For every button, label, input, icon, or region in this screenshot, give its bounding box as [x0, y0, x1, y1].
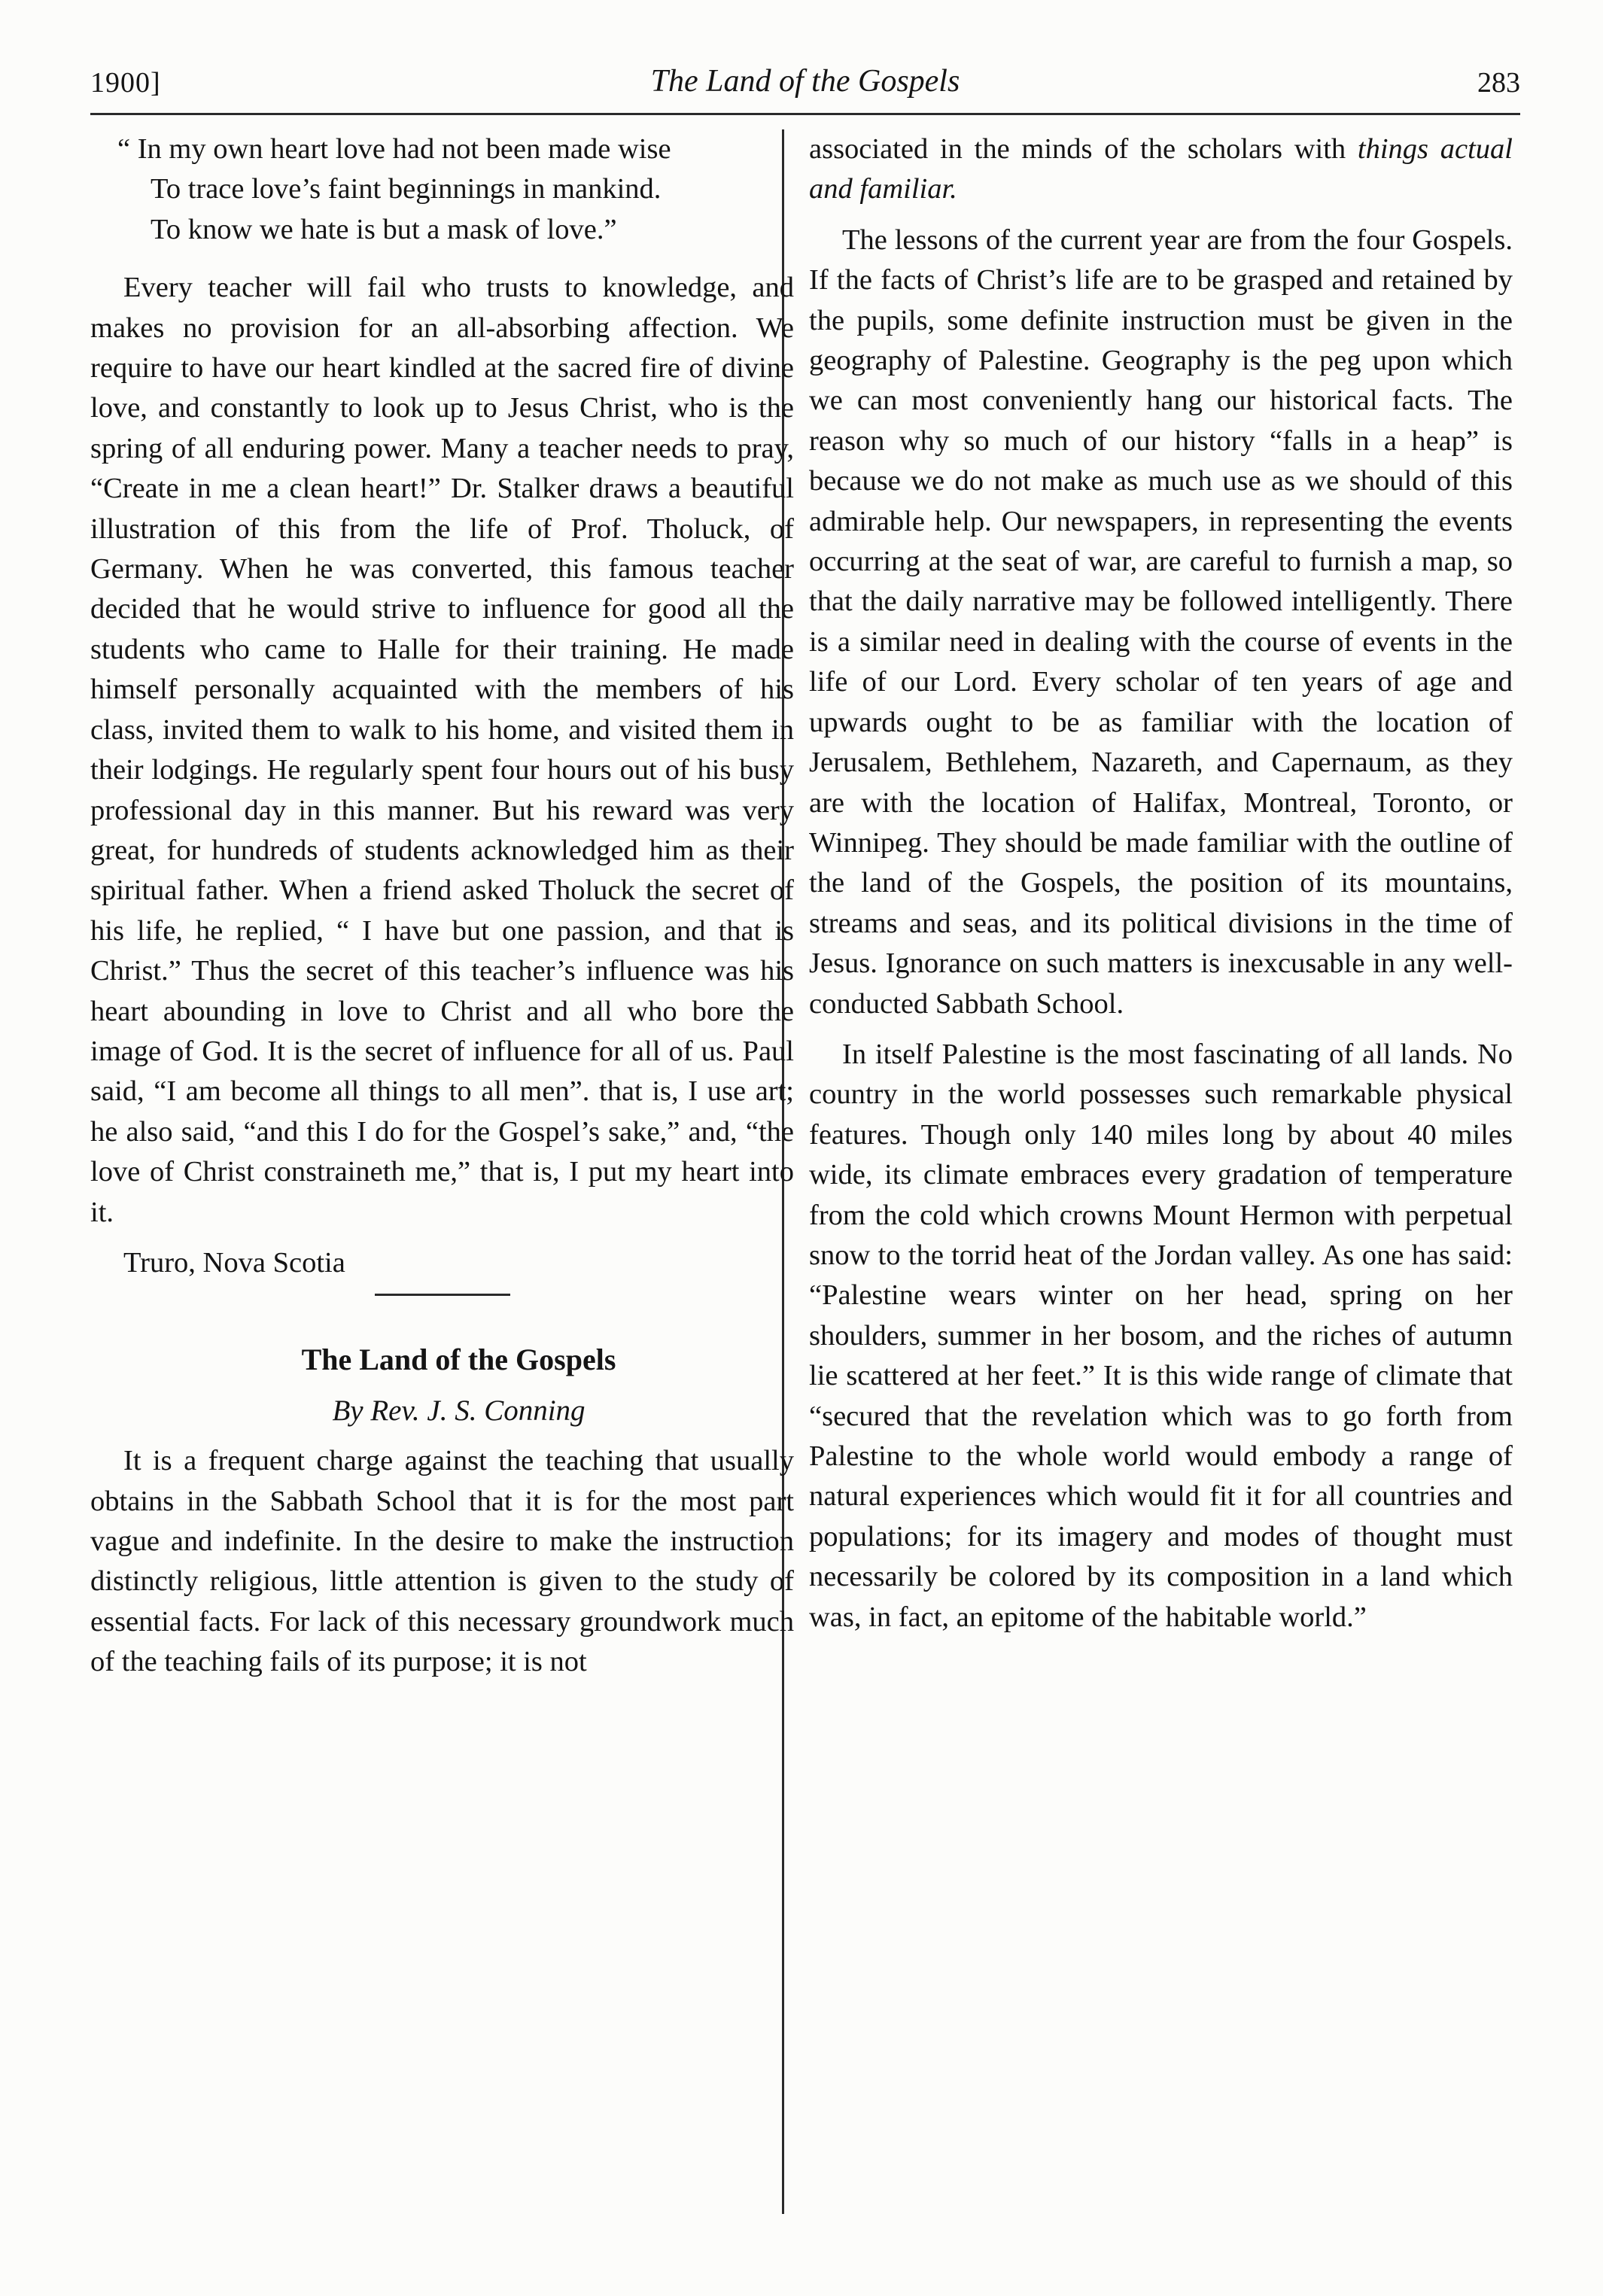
- paragraph-palestine: In itself Palestine is the most fascinating of all lands. No country in the world possesses such remarkable physical features. Though only 140 miles long by about 40 miles wide, its climate embraces every gradation of temperature from the cold which crowns Mount Hermon with perpetual snow to the torrid heat of the Jordan valley. As one has said: “Palestine wears winter on her head, spring on her shoulders, summer in her bosom, and the riches of autumn lie scattered at her feet.” It is this wide range of climate that “secured that the revelation which was to go forth from Palestine to the whole world would embody a range of natural experiences which would fit it for all countries and populations; for its imagery and modes of thought must necessarily be colored by its composition in a land which was, in fact, an epitome of the habitable world.”: [809, 1038, 1513, 1633]
- right-column: [809, 129, 1513, 1648]
- continuation-italic: things actual and familiar.: [809, 133, 1513, 205]
- section-divider: [375, 1294, 510, 1296]
- article-byline: By Rev. J. S. Conning: [332, 1394, 586, 1427]
- poem-line: To know we hate is but a mask of love.”: [151, 213, 617, 245]
- paragraph-intro: It is a frequent charge against the teaching that usually obtains in the Sabbath School that it is for the most part vague and indefinite. In the desire to make the instruction distinctly religious, little attention is given to the study of essential facts. For lack of this necessary groundwork much of the teaching fails of its purpose; it is not: [90, 1445, 794, 1678]
- paragraph-teacher-love: Every teacher will fail who trusts to knowledge, and makes no provision for an all-absorbing affection. We require to have our heart kindled at the sacred fire of divine love, and constantly to look up to Jesus Christ, who is the spring of all enduring power. Many a teacher needs to pray, “Create in me a clean heart!” Dr. Stalker draws a beautiful illustration of this from the life of Prof. Tholuck, of Germany. When he was converted, this famous teacher decided that he would strive to influence for good all the students who came to Halle for their training. He made himself personally acquainted with the members of his class, invited them to walk to his home, and visited them in their lodgings. He regularly spent four hours out of his busy professional day in this manner. But his reward was very great, for hundreds of students acknowledged him as their spiritual father. When a friend asked Tholuck the secret of his life, he replied, “ I have but one passion, and that is Christ.” Thus the secret of this teacher’s influence was his heart abounding in love to Christ and all who bore the image of God. It is the secret of influence for all of us. Paul said, “I am become all things to all men”. that is, I use art; he also said, “and this I do for the Gospel’s sake,” and, “the love of Christ constraineth me,” that is, I put my heart into it.: [90, 272, 794, 1228]
- running-header: [90, 60, 1520, 115]
- paragraph-gospels-geography: The lessons of the current year are from the four Gospels. If the facts of Christ’s life are to be grasped and retained by the pupils, some definite instruction must be given in the geography of Palestine. Geography is the peg upon which we can most conveniently hang our historical facts. The reason why so much of our history “falls in a heap” is because we do not make as much use as we should of this admirable help. Our newspapers, in representing the events occurring at the seat of war, are careful to furnish a map, so that the daily narrative may be followed intelligently. There is a similar need in dealing with the course of events in the life of our Lord. Every scholar of ten years of age and upwards ought to be as familiar with the location of Jerusalem, Bethlehem, Nazareth, and Capernaum, as they are with the location of Halifax, Montreal, Toronto, or Winnipeg. They should be made familiar with the outline of the land of the Gospels, the position of its mountains, streams and seas, and its political divisions in the time of Jesus. Ignorance on such matters is inexcusable in any well-conducted Sabbath School.: [809, 224, 1513, 1020]
- paragraph-continuation: [809, 129, 1513, 210]
- header-title: The Land of the Gospels: [650, 64, 960, 99]
- place-signature: Truro, Nova Scotia: [123, 1246, 345, 1279]
- poem-line: To trace love’s faint beginnings in mankind.: [151, 173, 662, 205]
- page-number: 283: [1477, 67, 1520, 99]
- article-title: The Land of the Gospels: [301, 1343, 616, 1377]
- poem-line: “ In my own heart love had not been made wise: [117, 133, 671, 165]
- poem-quote: [90, 129, 794, 250]
- header-year: 1900]: [90, 67, 161, 99]
- left-column: [90, 129, 794, 1693]
- continuation-text: associated in the minds of the scholars with: [809, 133, 1346, 165]
